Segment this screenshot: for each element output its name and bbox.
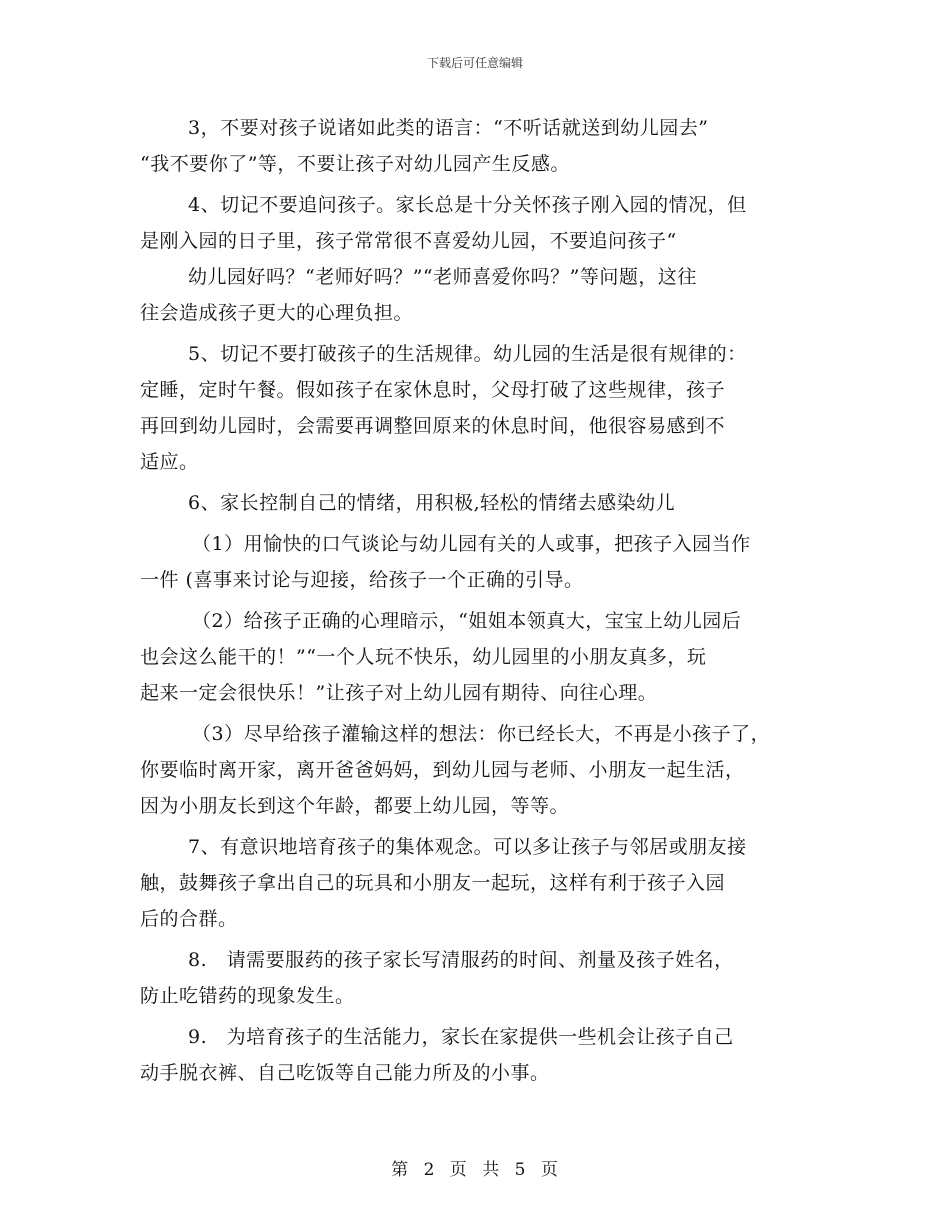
text-line: 6、家长控制自己的情绪，用积极,轻松的情绪去感染幼儿 xyxy=(188,492,676,514)
paragraph-6 xyxy=(140,485,810,521)
paragraph-5 xyxy=(140,336,810,480)
text-line: 适应。 xyxy=(140,451,199,473)
text-line: 定睡，定时午餐。假如孩子在家休息时，父母打破了这些规律，孩子 xyxy=(140,379,726,401)
text-line: “我不要你了”等，不要让孩子对幼儿园产生反感。 xyxy=(140,153,570,175)
text-line: 3，不要对孩子说诸如此类的语言：“不听话就送到幼儿园去” xyxy=(188,117,709,139)
sub-item-1 xyxy=(140,526,810,598)
page-footer: 第 2 页 共 5 页 xyxy=(391,1160,559,1180)
text-line: 9. 为培育孩子的生活能力，家长在家提供一些机会让孩子自己 xyxy=(188,1026,734,1048)
text-line: 也会这么能干的！”“一个人玩不快乐，幼儿园里的小朋友真多，玩 xyxy=(140,646,707,668)
sub-item-2 xyxy=(140,603,810,711)
text-line: 再回到幼儿园时，会需要再调整回原来的休息时间，他很容易感到不 xyxy=(140,415,726,437)
paragraph-8 xyxy=(140,942,810,1014)
paragraph-3 xyxy=(140,110,810,182)
text-line: 触，鼓舞孩子拿出自己的玩具和小朋友一起玩，这样有利于孩子入园 xyxy=(140,872,726,894)
text-line: （1）用愉快的口气谈论与幼儿园有关的人或事，把孩子入园当作 xyxy=(192,533,751,555)
text-line: 是刚入园的日子里，孩子常常很不喜爱幼儿园，不要追问孩子“ xyxy=(140,230,677,252)
text-line: 动手脱衣裤、自己吃饭等自己能力所及的小事。 xyxy=(140,1062,550,1084)
text-line: 4、切记不要追问孩子。家长总是十分关怀孩子刚入园的情况，但 xyxy=(188,194,747,216)
text-line: 起来一定会很快乐！”让孩子对上幼儿园有期待、向往心理。 xyxy=(140,682,658,704)
text-line: 7、有意识地培育孩子的集体观念。可以多让孩子与邻居或朋友接 xyxy=(188,836,747,858)
text-line: 5、切记不要打破孩子的生活规律。幼儿园的生活是很有规律的： xyxy=(188,343,747,365)
paragraph-7 xyxy=(140,829,810,937)
paragraph-9 xyxy=(140,1019,810,1091)
sub-item-3 xyxy=(140,716,810,824)
text-line: 幼儿园好吗？“老师好吗？”“老师喜爱你吗？”等问题，这往 xyxy=(188,266,697,288)
text-line: 防止吃错药的现象发生。 xyxy=(140,985,355,1007)
text-line: 你要临时离开家，离开爸爸妈妈，到幼儿园与老师、小朋友一起生活， xyxy=(140,759,745,781)
text-line: （3）尽早给孩子灌输这样的想法：你已经长大，不再是小孩子了， xyxy=(192,723,771,745)
text-line: 因为小朋友长到这个年龄，都要上幼儿园，等等。 xyxy=(140,795,570,817)
text-line: 后的合群。 xyxy=(140,908,238,930)
document-body xyxy=(140,110,810,1091)
text-line: 一件 (喜事来讨论与迎接，给孩子一个正确的引导。 xyxy=(140,569,584,591)
page-header: 下载后可任意编辑 xyxy=(426,56,523,70)
text-line: 往会造成孩子更大的心理负担。 xyxy=(140,302,414,324)
text-line: （2）给孩子正确的心理暗示，“姐姐本领真大，宝宝上幼儿园后 xyxy=(192,610,742,632)
paragraph-4 xyxy=(140,187,810,331)
text-line: 8. 请需要服药的孩子家长写清服药的时间、剂量及孩子姓名， xyxy=(188,949,734,971)
